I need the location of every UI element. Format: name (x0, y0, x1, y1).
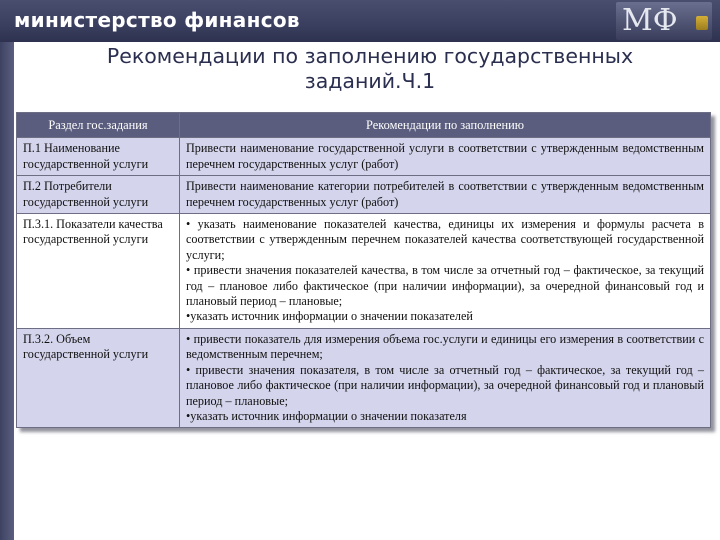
column-header-section: Раздел гос.задания (17, 113, 180, 138)
table-row (17, 214, 711, 329)
section-cell: П.3.2. Объем государственной услуги (17, 328, 180, 427)
recommendation-item: • привести показатель для измерения объема гос.услуги и единицы его измерения в соответствии с ведомственным перечнем; (186, 331, 704, 362)
table-row (17, 176, 711, 214)
table-row (17, 328, 711, 427)
recommendation-item: • привести значения показателя, в том числе за отчетный год – фактическое, за текущий год – плановое либо фактическое (при наличии информации), за очередной финансовый год и плановый период – плановые; (186, 362, 704, 408)
emblem-icon (696, 16, 708, 30)
section-cell: П.1 Наименование государственной услуги (17, 138, 180, 176)
page-title: Рекомендации по заполнению государственных заданий.Ч.1 (106, 44, 634, 93)
section-cell: П.2 Потребители государственной услуги (17, 176, 180, 214)
ministry-name: министерство финансов (14, 8, 300, 32)
recommendation-item: • указать наименование показателей качества, единицы их измерения и формулы расчета в соответствии с утвержденным перечнем показателей качества соответствующей государственной услуги; (186, 217, 704, 262)
recommendation-cell (180, 176, 711, 214)
recommendation-item: •указать источник информации о значении показателей (186, 309, 473, 324)
recommendation-cell (180, 214, 711, 329)
recommendation-cell (180, 138, 711, 176)
recommendation-item: Привести наименование государственной услуги в соответствии с утвержденным ведомственным перечнем государственных услуг (работ) (186, 141, 704, 171)
logo-text: МФ (622, 3, 678, 38)
table-row (17, 138, 711, 176)
recommendation-cell (180, 328, 711, 427)
section-cell: П.3.1. Показатели качества государственной услуги (17, 214, 180, 329)
recommendation-item: • привести значения показателей качества, в том числе за отчетный год – фактическое, за текущий год – плановое либо фактическое (при наличии информации), за очередной финансовый год и плановый период – плановые; (186, 263, 704, 309)
column-header-recommendations: Рекомендации по заполнению (180, 113, 711, 138)
ministry-logo (616, 2, 712, 40)
recommendations-table (16, 112, 711, 428)
left-decor-strip (0, 42, 14, 540)
recommendation-item: •указать источник информации о значении показателя (186, 408, 467, 423)
header-bar (0, 0, 720, 42)
recommendation-item: Привести наименование категории потребителей в соответствии с утвержденным ведомственным перечнем государственных услуг (работ) (186, 179, 704, 209)
table-header-row (17, 113, 711, 138)
